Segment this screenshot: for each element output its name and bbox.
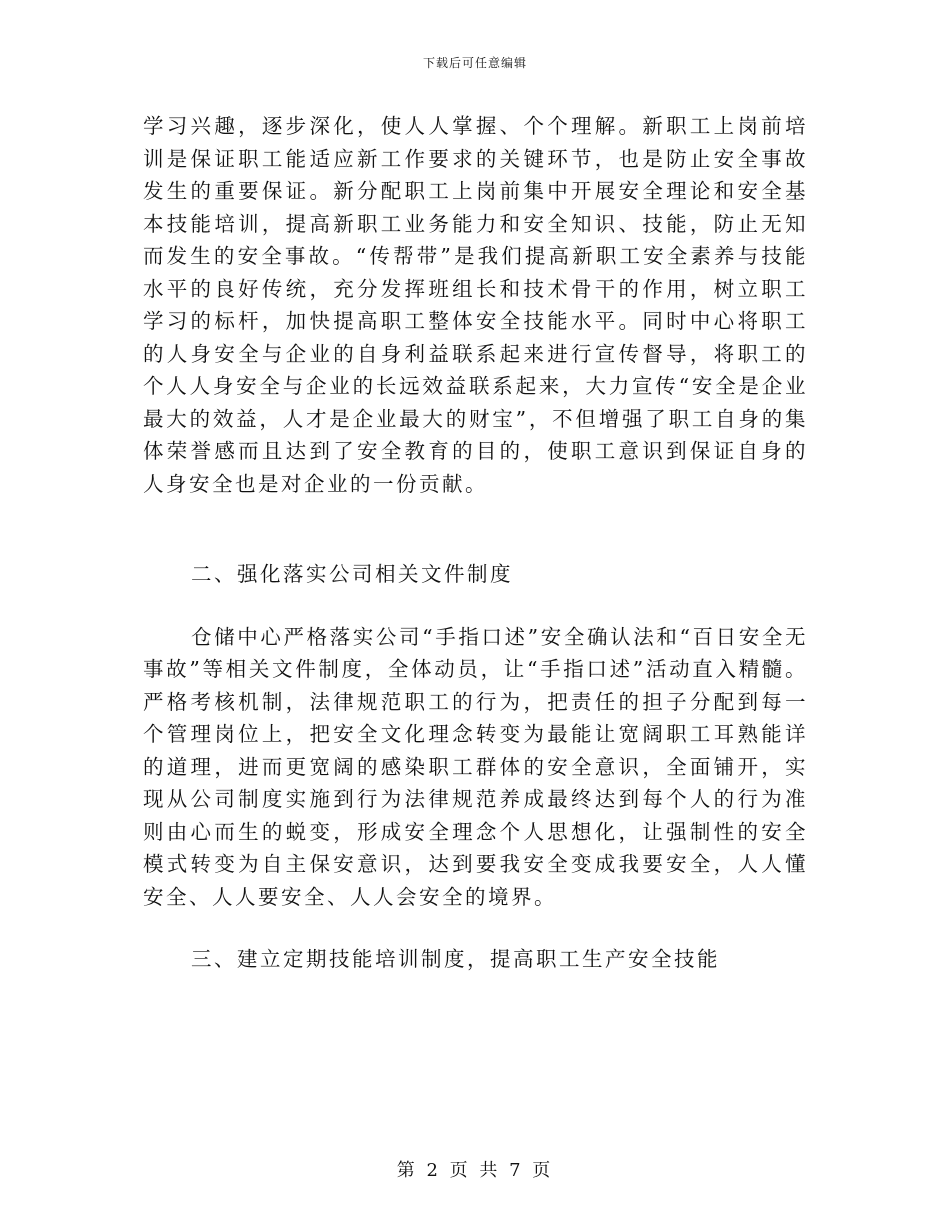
section-heading-2: 二、强化落实公司相关文件制度 [191,562,513,586]
spacer [143,500,808,558]
section-heading-3: 三、建立定期技能培训制度，提高职工生产安全技能 [191,947,720,971]
paragraph-training: 学习兴趣，逐步深化，使人人掌握、个个理解。新职工上岗前培训是保证职工能适应新工作要求的关键环节，也是防止安全事故发生的重要保证。新分配职工上岗前集中开展安全理论和安全基本技能培训，提高新职工业务能力和安全知识、技能，防止无知而发生的安全事故。“传帮带”是我们提高新职工安全素养与技能水平的良好传统，充分发挥班组长和技术骨干的作用，树立职工学习的标杆，加快提高职工整体安全技能水平。同时中心将职工的人身安全与企业的自身利益联系起来进行宣传督导，将职工的个人人身安全与企业的长远效益联系起来，大力宣传“安全是企业最大的效益，人才是企业最大的财宝”，不但增强了职工自身的集体荣誉感而且达到了安全教育的目的，使职工意识到保证自身的人身安全也是对企业的一份贡献。 [143,114,808,496]
spacer [143,591,808,621]
page-header-note: 下载后可任意编辑 [422,56,527,70]
spacer [143,913,808,943]
document-body [143,110,808,976]
paragraph-regulations: 仓储中心严格落实公司“手指口述”安全确认法和“百日安全无事故”等相关文件制度，全体动员，让“手指口述”活动直入精髓。严格考核机制，法律规范职工的行为，把责任的担子分配到每一个管理岗位上，把安全文化理念转变为最能让宽阔职工耳熟能详的道理，进而更宽阔的感染职工群体的安全意识，全面铺开，实现从公司制度实施到行为法律规范养成最终达到每个人的行为准则由心而生的蜕变，形成安全理念个人思想化，让强制性的安全模式转变为自主保安意识，达到要我安全变成我要安全，人人懂安全、人人要安全、人人会安全的境界。 [143,624,808,909]
page-number: 第 2 页 共 7 页 [396,1160,554,1181]
